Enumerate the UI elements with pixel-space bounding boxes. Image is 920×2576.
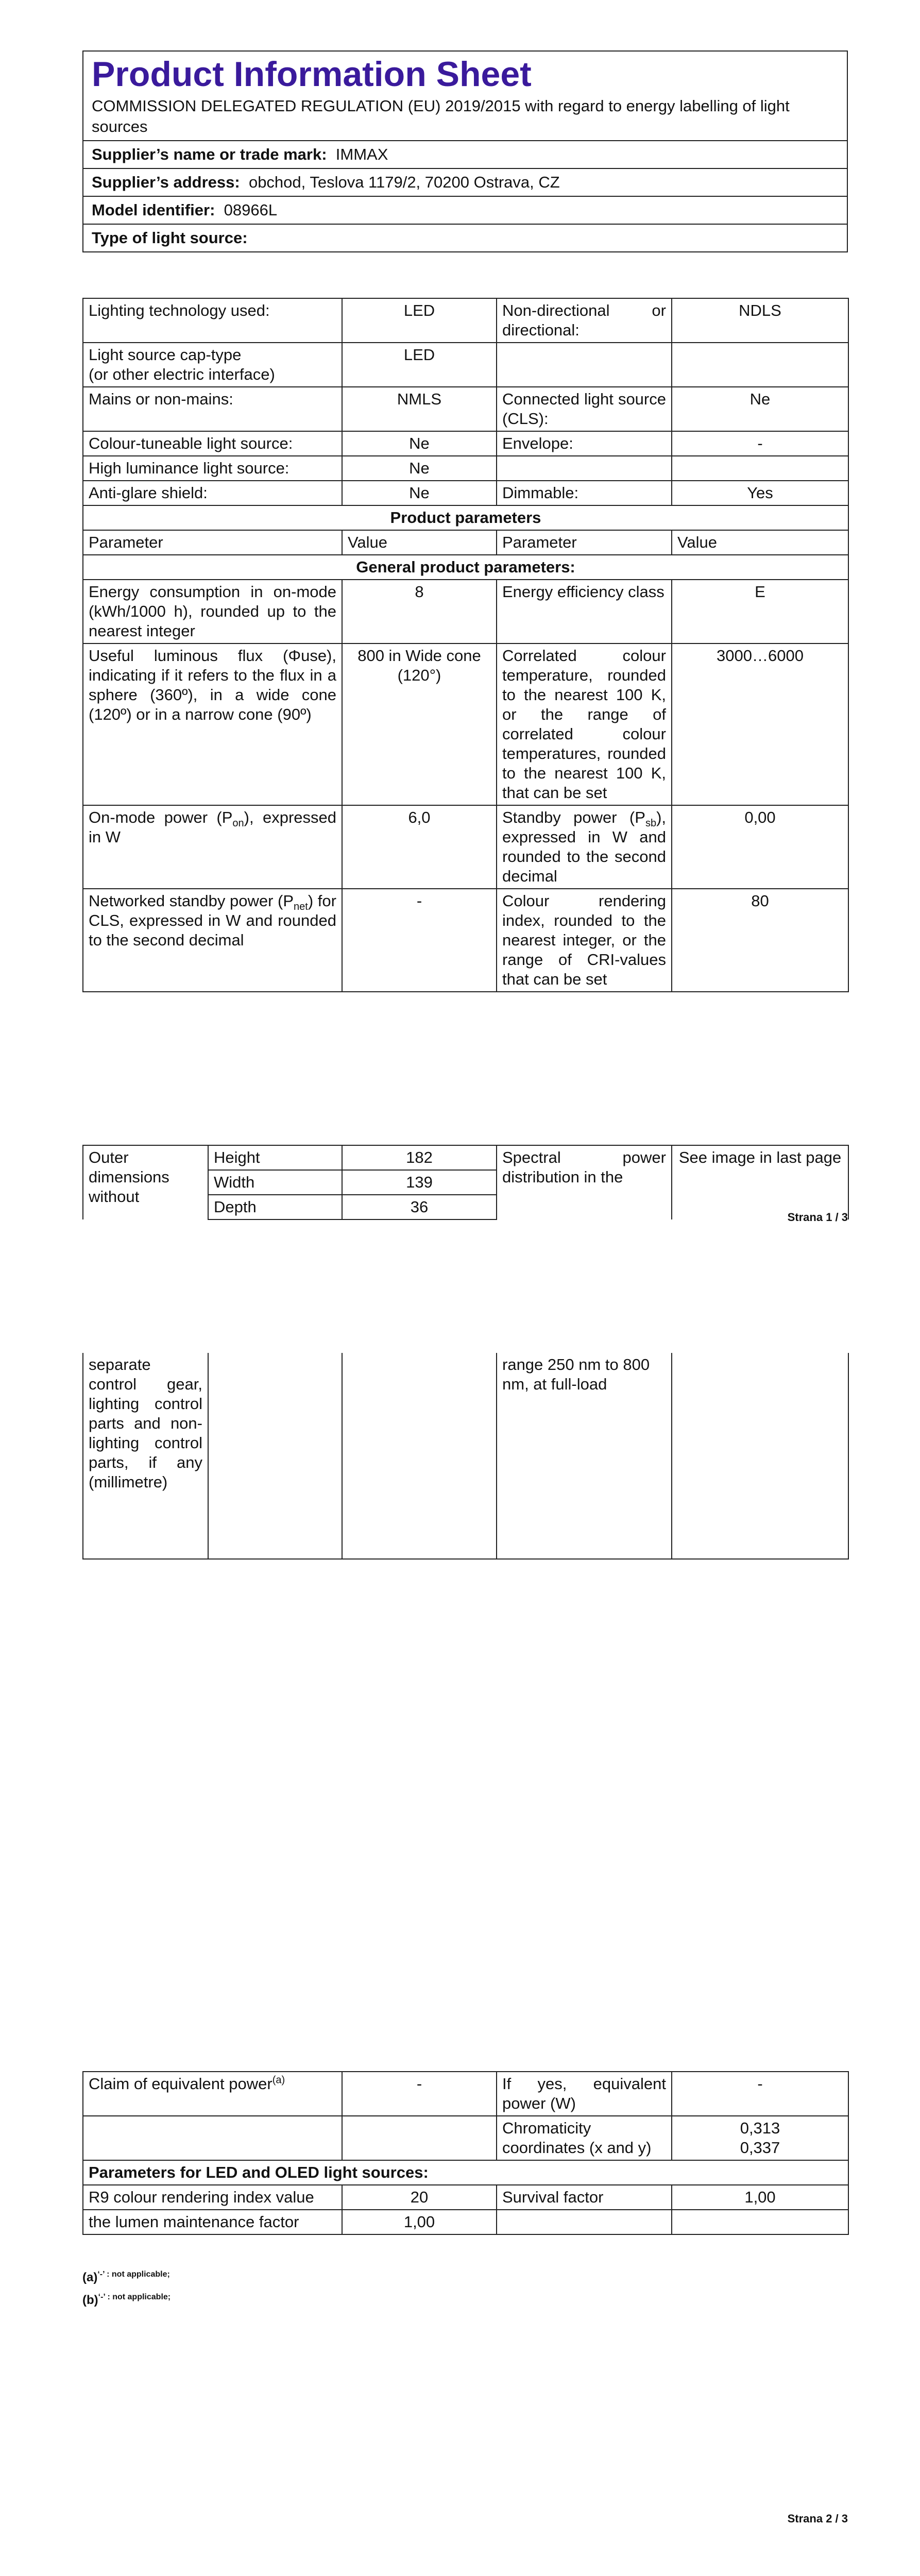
equiv-power-value: - bbox=[342, 2072, 497, 2116]
supplier-name-row bbox=[83, 141, 847, 169]
cct-label: Correlated colour temperature, rounded to the nearest 100 K, or the range of correlated colour temperatures, rounded to the nearest 100 K, that can be set bbox=[497, 643, 672, 805]
led-params-heading: Parameters for LED and OLED light sources: bbox=[83, 2160, 848, 2185]
cap-type-label-line2: (or other electric interface) bbox=[89, 365, 275, 383]
depth-label: Depth bbox=[208, 1195, 342, 1219]
cls-label: Connected light source (CLS): bbox=[497, 387, 672, 431]
table-row bbox=[83, 505, 848, 530]
table-row bbox=[83, 2160, 848, 2185]
empty-cell bbox=[672, 1353, 848, 1559]
table-row bbox=[83, 643, 848, 805]
envelope-label: Envelope: bbox=[497, 431, 672, 456]
equiv-power-label-text: Claim of equivalent power bbox=[89, 2075, 272, 2093]
table-row bbox=[83, 343, 848, 387]
on-power-sub: on bbox=[232, 818, 244, 829]
survival-value: 1,00 bbox=[672, 2185, 848, 2210]
note-a bbox=[82, 2270, 170, 2285]
supplier-address-row bbox=[83, 169, 847, 197]
page-footer: Strana 2 / 3 bbox=[787, 2512, 848, 2525]
table-row bbox=[83, 481, 848, 505]
empty-cell bbox=[342, 2116, 497, 2160]
title-row bbox=[83, 52, 847, 141]
type-row bbox=[83, 225, 847, 251]
cap-type-label bbox=[83, 343, 342, 387]
energy-consumption-value: 8 bbox=[342, 580, 497, 643]
note-b-mark: (b) bbox=[82, 2293, 98, 2307]
empty-cell bbox=[672, 343, 848, 387]
standby-label bbox=[497, 805, 672, 889]
table-row bbox=[83, 530, 848, 555]
chromaticity-label: Chromaticity coordinates (x and y) bbox=[497, 2116, 672, 2160]
depth-value: 36 bbox=[342, 1195, 497, 1219]
cap-type-label-line1: Light source cap-type bbox=[89, 346, 242, 364]
col-value: Value bbox=[672, 530, 848, 555]
cap-type-value: LED bbox=[342, 343, 497, 387]
table-row bbox=[83, 431, 848, 456]
dimmable-label: Dimmable: bbox=[497, 481, 672, 505]
cri-label: Colour rendering index, rounded to the nearest integer, or the range of CRI-values that can be set bbox=[497, 889, 672, 992]
note-a-mark: (a) bbox=[82, 2270, 98, 2284]
dimmable-value: Yes bbox=[672, 481, 848, 505]
table-row bbox=[83, 2116, 848, 2160]
equiv-yes-label: If yes, equivalent power (W) bbox=[497, 2072, 672, 2116]
cct-value: 3000…6000 bbox=[672, 643, 848, 805]
page-title: Product Information Sheet bbox=[92, 55, 532, 94]
supplier-address: obchod, Teslova 1179/2, 70200 Ostrava, CZ bbox=[248, 173, 560, 191]
mains-label: Mains or non-mains: bbox=[83, 387, 342, 431]
empty-cell bbox=[342, 1353, 497, 1559]
note-b bbox=[82, 2293, 171, 2308]
on-power-value: 6,0 bbox=[342, 805, 497, 889]
spd-value: See image in last page bbox=[672, 1145, 848, 1219]
net-standby-label bbox=[83, 889, 342, 992]
empty-cell bbox=[672, 456, 848, 481]
energy-consumption-label: Energy consumption in on-mode (kWh/1000 h), rounded up to the nearest integer bbox=[83, 580, 342, 643]
survival-label: Survival factor bbox=[497, 2185, 672, 2210]
chromaticity-value bbox=[672, 2116, 848, 2160]
spd-label: Spectral power distribution in the bbox=[497, 1145, 672, 1219]
lighting-tech-value: LED bbox=[342, 298, 497, 343]
width-value: 139 bbox=[342, 1170, 497, 1195]
model-row bbox=[83, 197, 847, 225]
table-row bbox=[83, 2185, 848, 2210]
cls-value: Ne bbox=[672, 387, 848, 431]
non-directional-label: Non-directional or directional: bbox=[497, 298, 672, 343]
non-directional-value: NDLS bbox=[672, 298, 848, 343]
outer-dim-label-continued: separate control gear, lighting control parts and non-lighting control parts, if any (millimetre) bbox=[83, 1353, 208, 1559]
empty-cell bbox=[497, 456, 672, 481]
on-power-label-a: On-mode power (P bbox=[89, 808, 233, 826]
model-label: Model identifier: bbox=[92, 201, 215, 219]
energy-class-value: E bbox=[672, 580, 848, 643]
on-power-label bbox=[83, 805, 342, 889]
r9-value: 20 bbox=[342, 2185, 497, 2210]
energy-class-label: Energy efficiency class bbox=[497, 580, 672, 643]
envelope-value: - bbox=[672, 431, 848, 456]
col-parameter: Parameter bbox=[83, 530, 342, 555]
flux-label: Useful luminous flux (Φuse), indicating if it refers to the flux in a sphere (360º), in a wide cone (120º) or in a narrow cone (90º) bbox=[83, 643, 342, 805]
regulation-text: COMMISSION DELEGATED REGULATION (EU) 2019/2015 with regard to energy labelling of light sources bbox=[92, 97, 790, 135]
empty-cell bbox=[497, 2210, 672, 2234]
note-a-text: ‘-’ : not applicable; bbox=[97, 2270, 170, 2279]
page-footer: Strana 1 / 3 bbox=[787, 1211, 848, 1224]
table-row bbox=[83, 889, 848, 992]
table-row bbox=[83, 1145, 848, 1170]
header-block bbox=[82, 50, 848, 252]
equiv-power-label bbox=[83, 2072, 342, 2116]
table-row bbox=[83, 387, 848, 431]
standby-label-b: ), expressed in W and rounded to the second decimal bbox=[502, 808, 666, 885]
outer-dim-label: Outer dimensions without bbox=[83, 1145, 208, 1219]
lighting-tech-label: Lighting technology used: bbox=[83, 298, 342, 343]
empty-cell bbox=[83, 2116, 342, 2160]
flux-value: 800 in Wide cone (120°) bbox=[342, 643, 497, 805]
empty-cell bbox=[208, 1353, 342, 1559]
equiv-yes-value: - bbox=[672, 2072, 848, 2116]
net-standby-label-a: Networked standby power (P bbox=[89, 892, 294, 910]
table-row bbox=[83, 580, 848, 643]
net-standby-value: - bbox=[342, 889, 497, 992]
anti-glare-label: Anti-glare shield: bbox=[83, 481, 342, 505]
on-power-label-b: ), expressed in W bbox=[89, 808, 336, 846]
table-row bbox=[83, 555, 848, 580]
height-label: Height bbox=[208, 1145, 342, 1170]
table-row bbox=[83, 1353, 848, 1559]
net-standby-sub: net bbox=[294, 901, 308, 913]
params-table-p2 bbox=[82, 2071, 849, 2235]
col-parameter: Parameter bbox=[497, 530, 672, 555]
mains-value: NMLS bbox=[342, 387, 497, 431]
type-label: Type of light source: bbox=[92, 229, 248, 247]
table-row bbox=[83, 2072, 848, 2116]
supplier-address-label: Supplier’s address: bbox=[92, 173, 240, 191]
supplier-name-label: Supplier’s name or trade mark: bbox=[92, 145, 327, 163]
dimensions-table-p1 bbox=[82, 1145, 849, 1220]
width-label: Width bbox=[208, 1170, 342, 1195]
high-luminance-label: High luminance light source: bbox=[83, 456, 342, 481]
note-b-text: ‘-’ : not applicable; bbox=[98, 2293, 171, 2301]
empty-cell bbox=[672, 2210, 848, 2234]
standby-label-a: Standby power (P bbox=[502, 808, 645, 826]
page-2 bbox=[0, 1301, 920, 2576]
standby-value: 0,00 bbox=[672, 805, 848, 889]
model-identifier: 08966L bbox=[224, 201, 278, 219]
table-row bbox=[83, 456, 848, 481]
supplier-name: IMMAX bbox=[335, 145, 388, 163]
product-params-heading: Product parameters bbox=[83, 505, 848, 530]
type-table bbox=[82, 298, 849, 992]
standby-sub: sb bbox=[645, 818, 657, 829]
net-standby-label-b: ) for CLS, expressed in W and rounded to the second decimal bbox=[89, 892, 336, 949]
anti-glare-value: Ne bbox=[342, 481, 497, 505]
chromaticity-x: 0,313 bbox=[740, 2119, 780, 2137]
colour-tuneable-label: Colour-tuneable light source: bbox=[83, 431, 342, 456]
table-row bbox=[83, 298, 848, 343]
lumen-maint-value: 1,00 bbox=[342, 2210, 497, 2234]
equiv-power-sup: (a) bbox=[272, 2074, 285, 2086]
dimensions-table-p2 bbox=[82, 1353, 849, 1560]
high-luminance-value: Ne bbox=[342, 456, 497, 481]
general-params-heading: General product parameters: bbox=[83, 555, 848, 580]
spd-label-continued: range 250 nm to 800 nm, at full-load bbox=[497, 1353, 672, 1559]
lumen-maint-label: the lumen maintenance factor bbox=[83, 2210, 342, 2234]
empty-cell bbox=[497, 343, 672, 387]
colour-tuneable-value: Ne bbox=[342, 431, 497, 456]
cri-value: 80 bbox=[672, 889, 848, 992]
r9-label: R9 colour rendering index value bbox=[83, 2185, 342, 2210]
chromaticity-y: 0,337 bbox=[740, 2139, 780, 2157]
table-row bbox=[83, 2210, 848, 2234]
table-row bbox=[83, 805, 848, 889]
col-value: Value bbox=[342, 530, 497, 555]
height-value: 182 bbox=[342, 1145, 497, 1170]
